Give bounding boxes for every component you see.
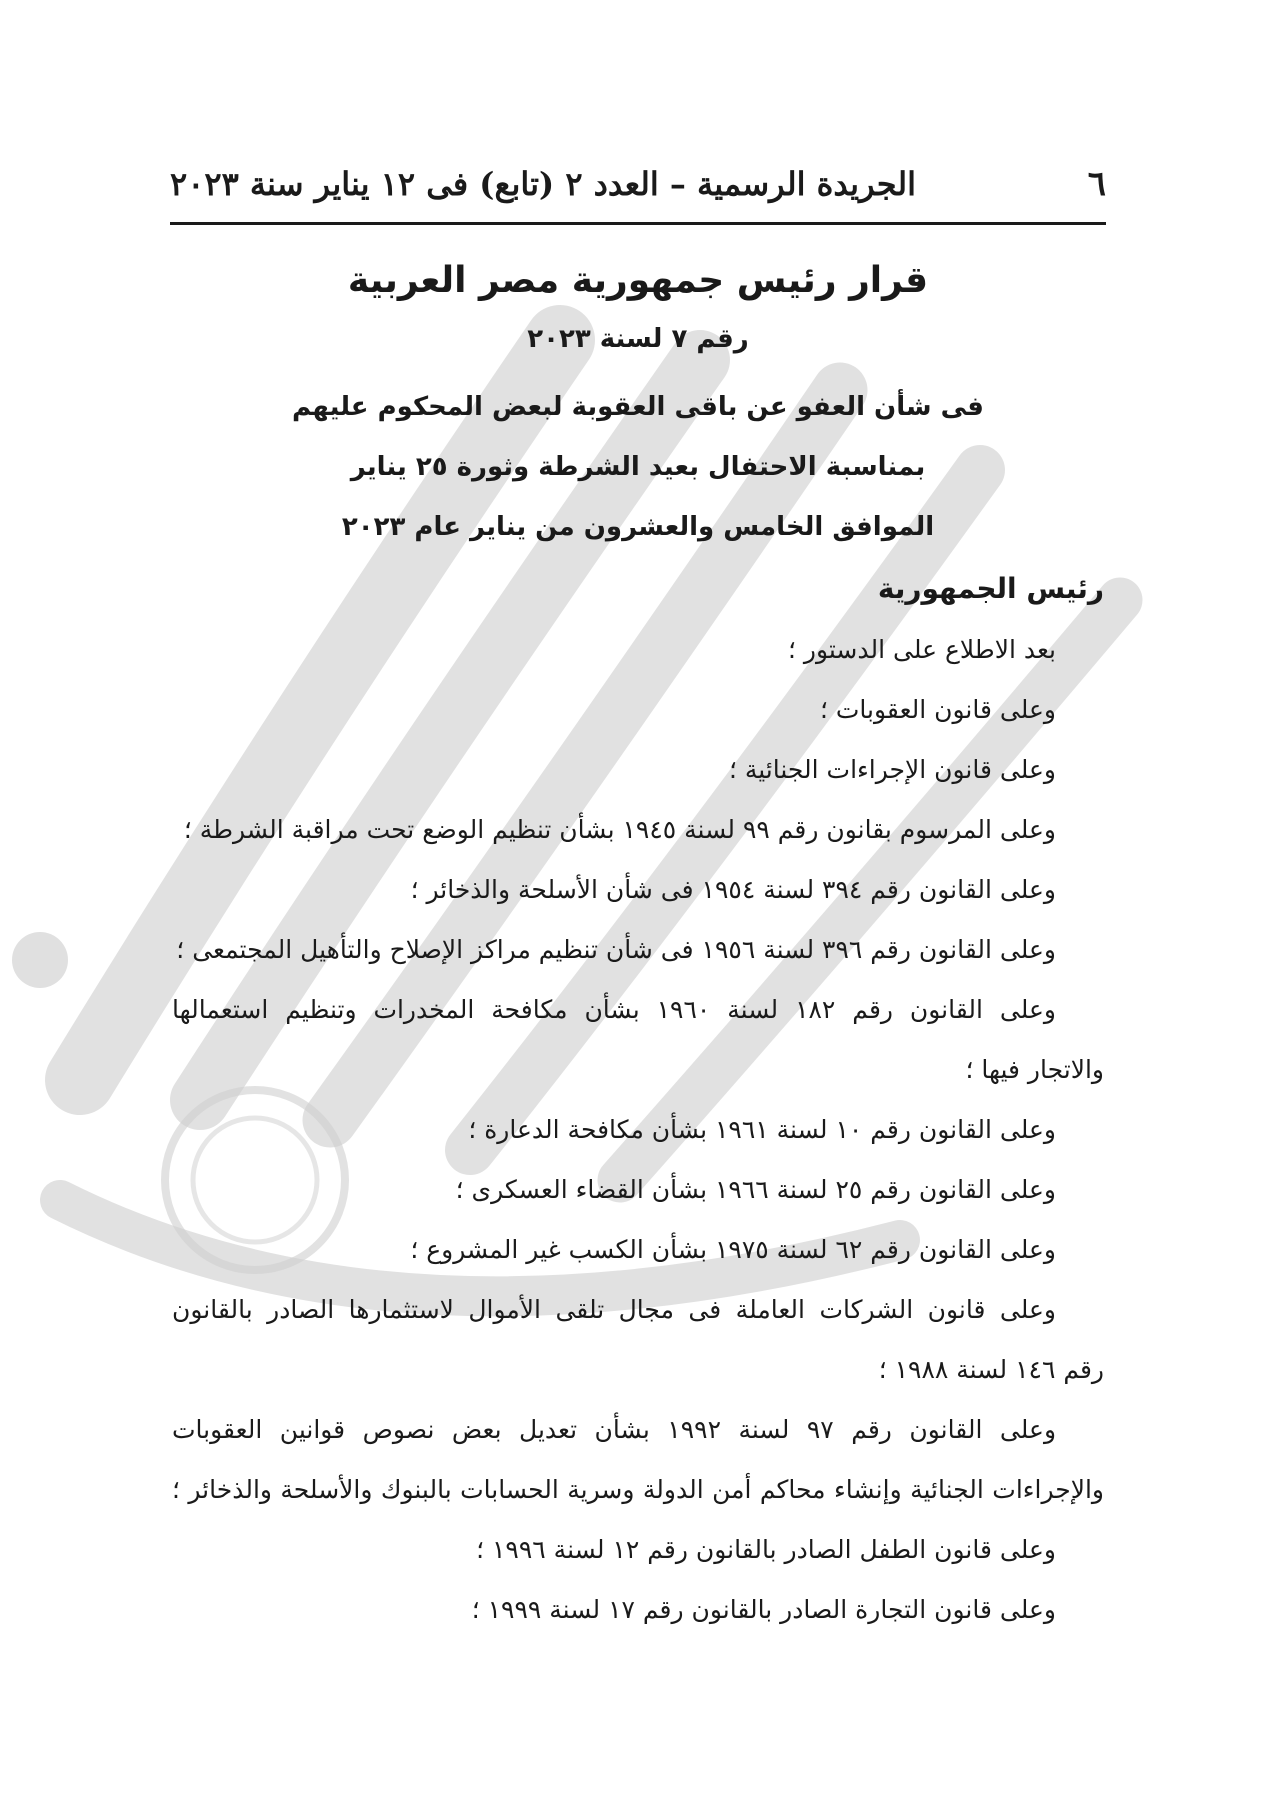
preamble-line: رقم ١٤٦ لسنة ١٩٨٨ ؛ [878, 1355, 1104, 1384]
preamble-line: وعلى قانون الطفل الصادر بالقانون رقم ١٢ لسنة ١٩٩٦ ؛ [476, 1535, 1056, 1564]
decree-number: رقم ٧ لسنة ٢٠٢٣ [527, 324, 749, 354]
preamble-line: وعلى القانون رقم ٣٩٤ لسنة ١٩٥٤ فى شأن الأسلحة والذخائر ؛ [410, 875, 1056, 904]
gazette-title: الجريدة الرسمية – العدد ٢ (تابع) فى ١٢ يناير سنة ٢٠٢٣ [170, 165, 917, 203]
preamble-line: وعلى القانون رقم ١٨٢ لسنة ١٩٦٠ بشأن مكافحة المخدرات وتنظيم استعمالها [172, 995, 1056, 1024]
decree-subject-line: بمناسبة الاحتفال بعيد الشرطة وثورة ٢٥ يناير [350, 452, 926, 482]
page-number: ٦ [1087, 164, 1106, 204]
preamble-line: والإجراءات الجنائية وإنشاء محاكم أمن الدولة وسرية الحسابات بالبنوك والأسلحة والذخائر ؛ [172, 1475, 1104, 1504]
decree-title: قرار رئيس جمهورية مصر العربية [347, 260, 929, 301]
preamble-line: والاتجار فيها ؛ [965, 1055, 1104, 1084]
preamble-line: وعلى القانون رقم ٣٩٦ لسنة ١٩٥٦ فى شأن تنظيم مراكز الإصلاح والتأهيل المجتمعى ؛ [176, 935, 1056, 964]
page-header [170, 160, 1106, 208]
header-divider [170, 222, 1106, 225]
preamble-line: وعلى قانون الإجراءات الجنائية ؛ [728, 755, 1056, 784]
preamble-line: وعلى قانون الشركات العاملة فى مجال تلقى الأموال لاستثمارها الصادر بالقانون [172, 1295, 1056, 1324]
decree-subject-line: فى شأن العفو عن باقى العقوبة لبعض المحكوم عليهم [292, 392, 984, 422]
preamble-line: وعلى القانون رقم ٢٥ لسنة ١٩٦٦ بشأن القضاء العسكرى ؛ [455, 1175, 1056, 1204]
preamble-line: وعلى القانون رقم ٩٧ لسنة ١٩٩٢ بشأن تعديل بعض نصوص قوانين العقوبات [172, 1415, 1057, 1444]
preamble-line: وعلى القانون رقم ٦٢ لسنة ١٩٧٥ بشأن الكسب غير المشروع ؛ [410, 1235, 1056, 1264]
preamble-line: بعد الاطلاع على الدستور ؛ [787, 635, 1056, 664]
preamble-line: وعلى المرسوم بقانون رقم ٩٩ لسنة ١٩٤٥ بشأن تنظيم الوضع تحت مراقبة الشرطة ؛ [183, 815, 1056, 844]
preamble-line: وعلى القانون رقم ١٠ لسنة ١٩٦١ بشأن مكافحة الدعارة ؛ [468, 1115, 1056, 1144]
preamble-line: وعلى قانون العقوبات ؛ [820, 695, 1056, 724]
section-heading: رئيس الجمهورية [877, 572, 1104, 605]
decree-subject-line: الموافق الخامس والعشرون من يناير عام ٢٠٢٣ [341, 512, 935, 542]
preamble-line: وعلى قانون التجارة الصادر بالقانون رقم ١٧ لسنة ١٩٩٩ ؛ [471, 1595, 1056, 1624]
